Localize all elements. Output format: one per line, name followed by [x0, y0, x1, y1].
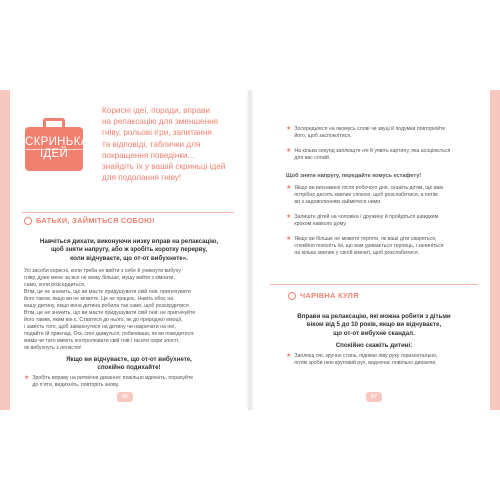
right-item-4: ★ Залиште дітей на чоловіка / дружину й пройдіться швидким кроком навколо дому. [286, 214, 439, 227]
right-item-5: ★ Якщо ви більше не можете терпіти, як ваші діти сваряться, спокійно поясніть їм, що вам уривається терпець, і зачиніться на кілька хвилин у своїй кімнаті, щоб розслабитися. [286, 236, 444, 256]
star-icon: ★ [286, 353, 292, 359]
box-logo-line1: СКРИНЬКА [25, 136, 89, 148]
left-page-edge [0, 90, 10, 410]
page-number-left: 86 [117, 392, 133, 402]
divider [270, 284, 478, 285]
right-item-3: ★ Якщо ви виснажені після робочого дня, скажіть дітям, що вам потрібно десять хвилин спокою, щоб розслабитися, а потім ви з задоволенням займетеся ними. [286, 185, 443, 205]
idea-box-logo [25, 118, 89, 172]
right-bullet: ★ Заплющ очі, зручно стань, підніми ліву руку горизонтально, потім зроби нею круговий рух, водночас повільно дихаючи. [286, 353, 438, 366]
box-logo-line2: ІДЕЙ [39, 148, 69, 160]
right-subheading: Щоб зняти напругу, передайте комусь естафету! [286, 173, 422, 179]
divider [22, 212, 234, 213]
star-icon: ★ [286, 126, 292, 132]
star-icon: ★ [286, 185, 292, 191]
left-question: Якщо ви відчуваєте, що от-от вибухнете, спокійно подихайте! [66, 356, 192, 372]
left-section-heading: БАТЬКИ, ЗАЙМІТЬСЯ СОБОЮ! [24, 216, 155, 225]
right-page-edge [490, 90, 500, 410]
star-icon: ★ [286, 236, 292, 242]
flower-icon [24, 217, 32, 225]
star-icon: ★ [286, 214, 292, 220]
teapot-icon [288, 292, 296, 300]
star-icon: ★ [24, 375, 30, 381]
star-icon: ★ [286, 148, 292, 154]
right-item-1: ★ Зосередьтеся на якомусь слові чи звуці й подумки повторюйте його, щоб заспокоїтися. [286, 126, 446, 139]
right-section-heading: ЧАРІВНА КУЛЯ [288, 291, 359, 300]
book-gutter [246, 90, 254, 410]
left-lead: Навчіться дихати, виконуючи низку вправ на релаксацію, щоб зняти напругу, або ж зробіть коротку перерву, коли відчуваєте, що от-от вибухнете». [39, 238, 219, 262]
page-number-right: 87 [366, 392, 382, 402]
intro-text: Корисні ідеї, поради, вправи на релаксацію для зменшення гніву, рольові ігри, запитання та відповіді, таблички для покращення поведінки... знайдіть їх у вашій скриньці ідей для подолання гніву! [102, 106, 226, 183]
left-paragraph: Усі засоби корисні, коли треба не вийти з себе й уникнути вибуху гніву, дуже мене за все не можу більше, мушу вийти з кімнати, само, коли розсердиться. Втім, це не значить, що ви маєте придушувати свій гнів: пригнічувати його також, якщо ви не можете. Це не працює. Навіть обоє на вашу дитину, якщо вона дитина робила так само, щоб розсердитися. Втім, це не значить, що ви маєте придушувати свій гнів: не пригнічуйте його таким, яким він є. Ставтеся до нього, як до природної емоції, і замість того, щоб замахнутися на дитину чи накричати на неї, подайте їй приклад. Ось сині здивуться, побачивши, як ви поводитеся: мама чи тато вміють контролювати свій гнів і гасити іскри злості, як вибухнуть з легкістю! [24, 268, 196, 351]
right-item-2: ★ На кілька секунд заплющте очі й уявіть картину, яка асоціюється для вас спокій. [286, 148, 451, 161]
right-lead: Вправи на релаксацію, які можна робити з дітьми віком від 5 до 10 років, якщо ви відчуваєте, що от-от вибухне скандал. [297, 313, 451, 337]
left-bullet: ★ Зробіть вправу на ритмічне дихання: повільно вдихніть, порахуйте до п’яти, видихніть, повторіть знову. [24, 375, 194, 388]
right-tell: Спокійно скажіть дитині: [335, 342, 413, 349]
